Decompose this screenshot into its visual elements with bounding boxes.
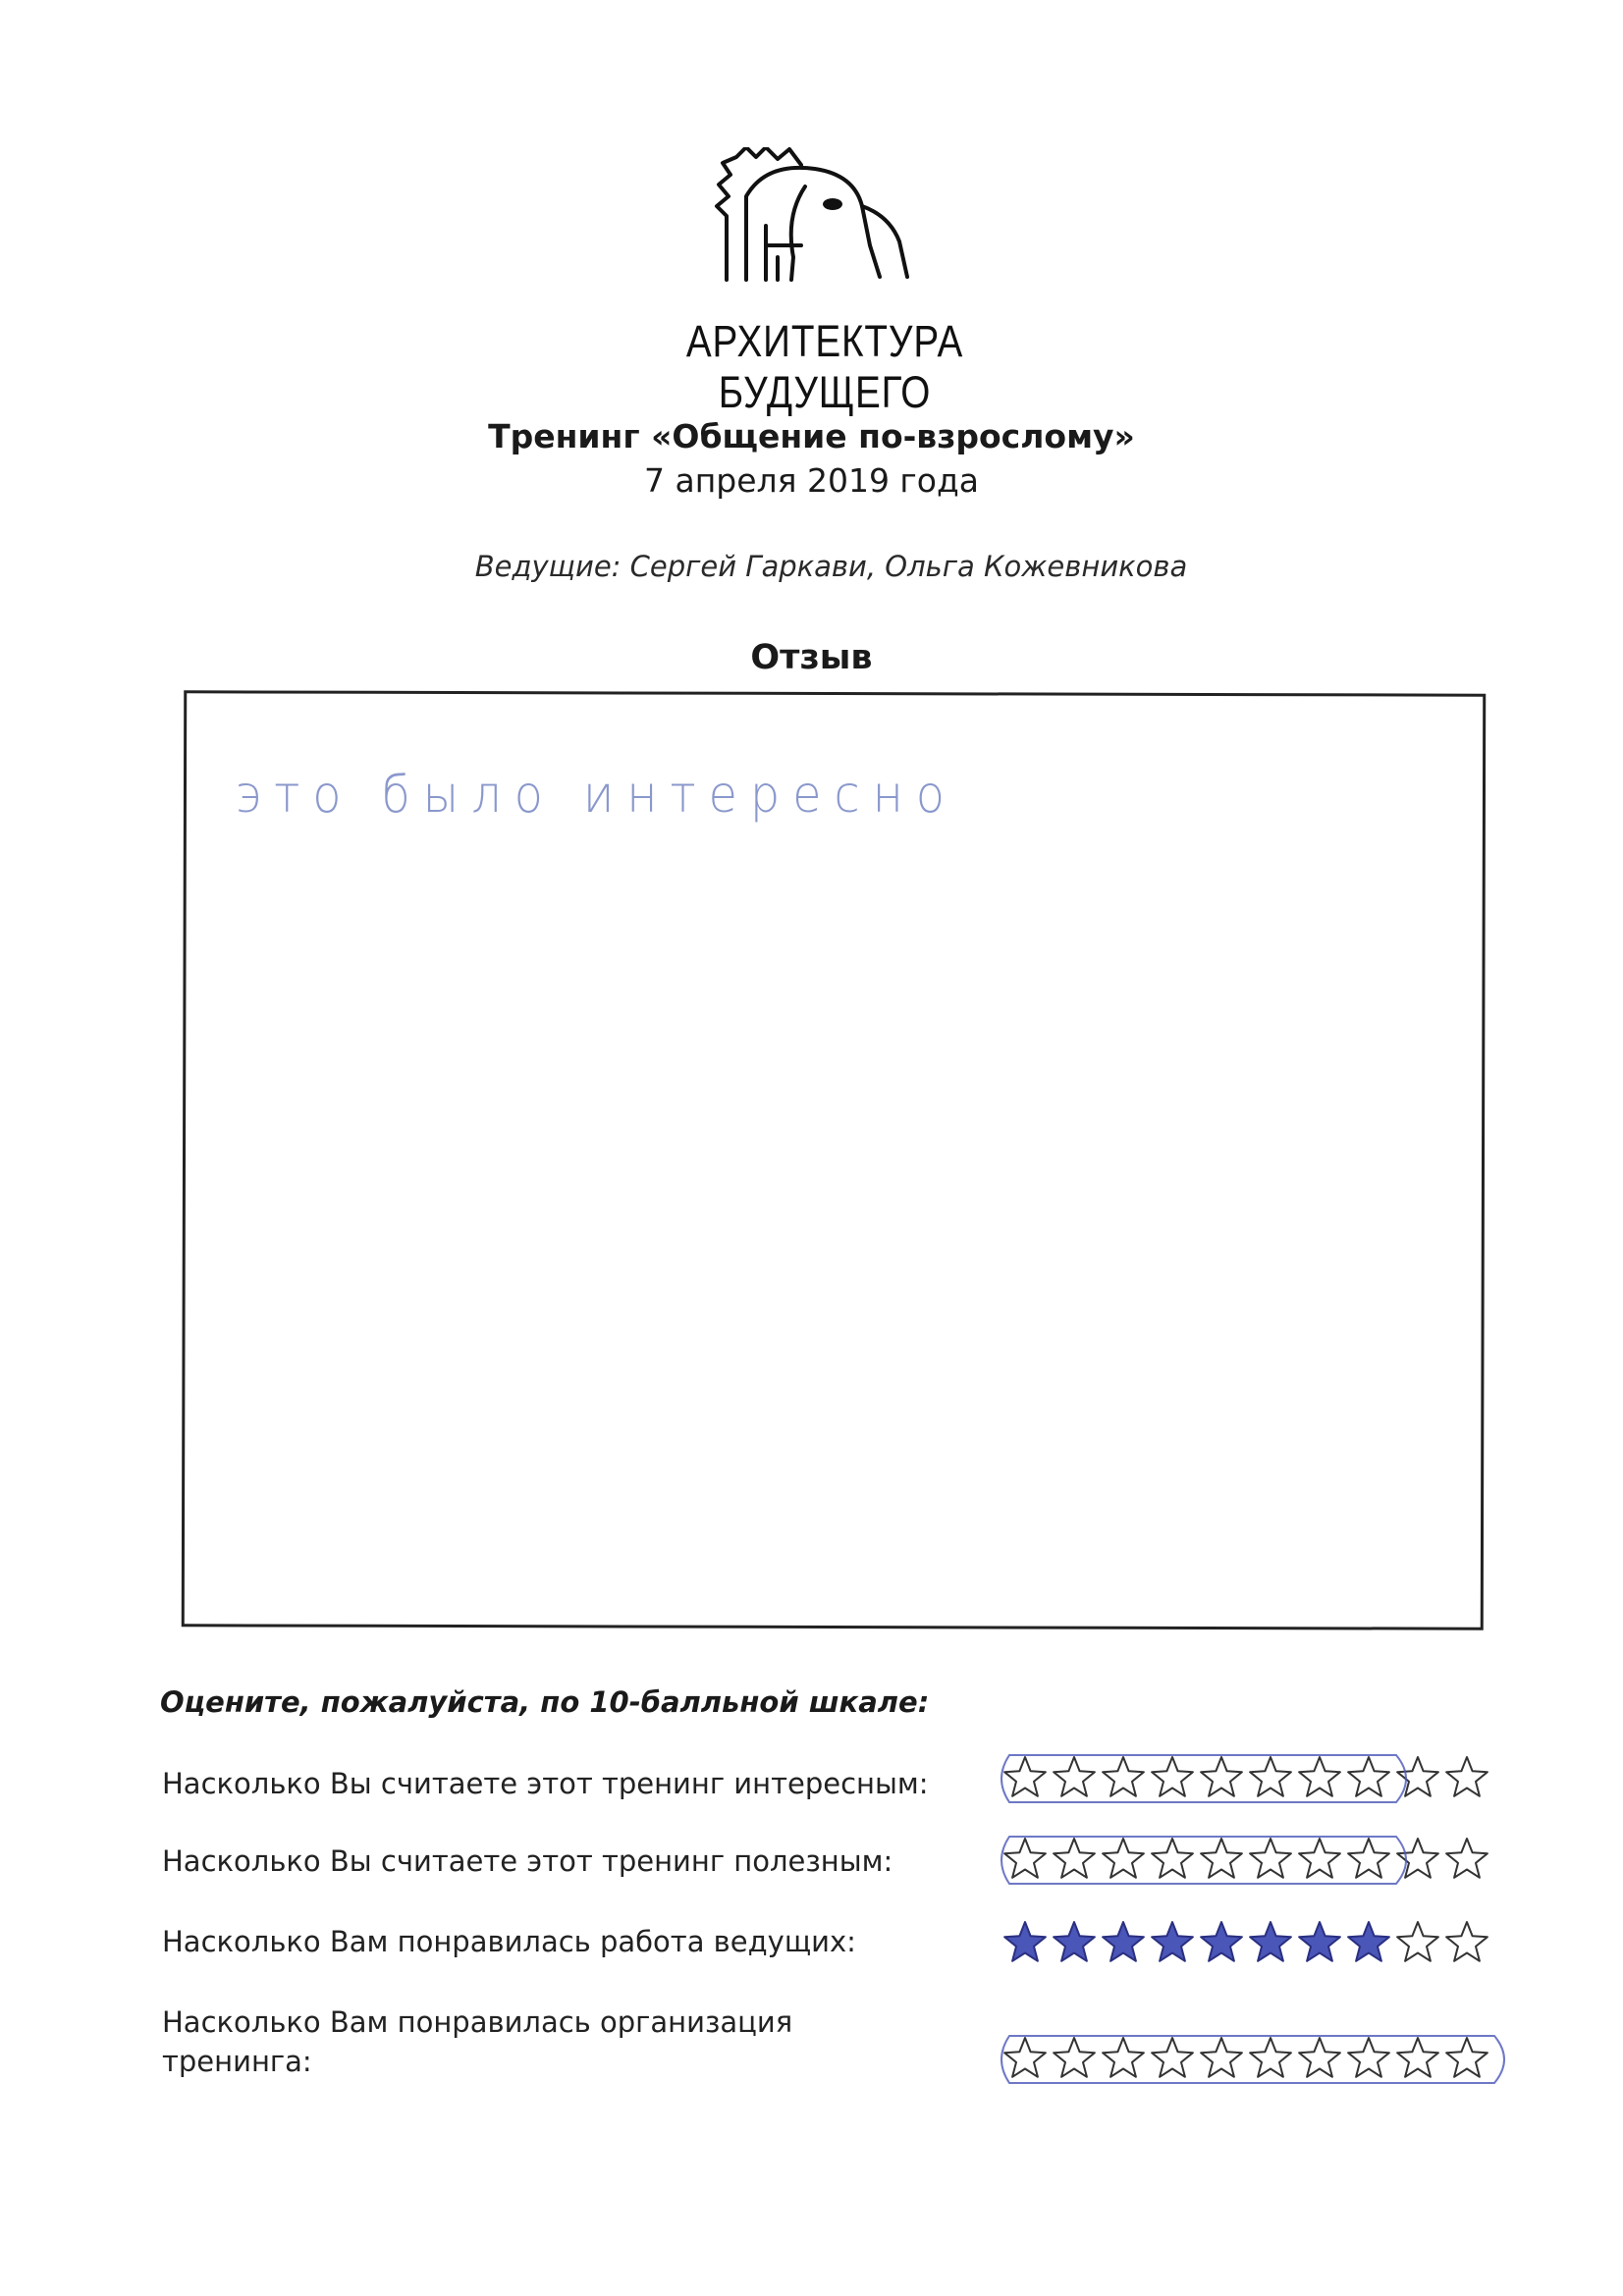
hosts-line: Ведущие: Сергей Гаркави, Ольга Кожевникова <box>474 550 1188 583</box>
star-10[interactable] <box>1446 1839 1488 1878</box>
event-date: 7 апреля 2019 года <box>643 461 979 500</box>
star-4[interactable] <box>1152 2038 1193 2077</box>
star-10[interactable] <box>1446 1922 1488 1961</box>
star-5[interactable] <box>1201 1839 1242 1878</box>
star-9[interactable] <box>1397 1922 1438 1961</box>
star-2[interactable] <box>1054 1839 1095 1878</box>
star-1[interactable] <box>1004 1757 1046 1796</box>
star-3-filled[interactable] <box>1103 1922 1144 1961</box>
star-7[interactable] <box>1299 2038 1340 2077</box>
star-6-filled[interactable] <box>1250 1922 1291 1961</box>
org-name: АРХИТЕКТУРА БУДУЩЕГО <box>685 316 964 417</box>
star-10[interactable] <box>1446 1757 1488 1796</box>
star-7-filled[interactable] <box>1299 1922 1340 1961</box>
question-interesting-label: Насколько Вы считаете этот тренинг интересным: <box>162 1767 929 1800</box>
star-4-filled[interactable] <box>1152 1922 1193 1961</box>
review-box[interactable] <box>182 690 1486 1629</box>
star-2[interactable] <box>1054 1757 1095 1796</box>
star-8[interactable] <box>1348 1839 1389 1878</box>
star-1[interactable] <box>1004 2038 1046 2077</box>
star-rating-hosts[interactable] <box>1000 1910 1510 1973</box>
star-1-filled[interactable] <box>1004 1922 1046 1961</box>
star-5-filled[interactable] <box>1201 1922 1242 1961</box>
star-3[interactable] <box>1103 2038 1144 2077</box>
star-6[interactable] <box>1250 2038 1291 2077</box>
star-7[interactable] <box>1299 1839 1340 1878</box>
star-2-filled[interactable] <box>1054 1922 1095 1961</box>
question-useful-label: Насколько Вы считаете этот тренинг полезным: <box>162 1844 893 1878</box>
star-4[interactable] <box>1152 1757 1193 1796</box>
star-2[interactable] <box>1054 2038 1095 2077</box>
star-5[interactable] <box>1201 2038 1242 2077</box>
star-4[interactable] <box>1152 1839 1193 1878</box>
elephant-logo-icon <box>707 147 943 294</box>
review-heading: Отзыв <box>750 638 873 677</box>
page-title: Тренинг «Общение по-взрослому» <box>488 417 1135 455</box>
star-8-filled[interactable] <box>1348 1922 1389 1961</box>
star-3[interactable] <box>1103 1757 1144 1796</box>
star-rating-interesting[interactable] <box>1000 1745 1510 1808</box>
star-9[interactable] <box>1397 2038 1438 2077</box>
star-1[interactable] <box>1004 1839 1046 1878</box>
star-8[interactable] <box>1348 2038 1389 2077</box>
star-rating-useful[interactable] <box>1000 1827 1510 1890</box>
question-organization-label: Насколько Вам понравилась организация тренинга: <box>162 2005 793 2078</box>
star-6[interactable] <box>1250 1839 1291 1878</box>
rating-heading: Оцените, пожалуйста, по 10-балльной шкале: <box>160 1685 930 1719</box>
star-7[interactable] <box>1299 1757 1340 1796</box>
question-hosts-label: Насколько Вам понравилась работа ведущих: <box>162 1925 856 1958</box>
review-handwritten-text: это было интересно <box>236 766 957 825</box>
star-8[interactable] <box>1348 1757 1389 1796</box>
star-5[interactable] <box>1201 1757 1242 1796</box>
star-10[interactable] <box>1446 2038 1488 2077</box>
star-6[interactable] <box>1250 1757 1291 1796</box>
star-3[interactable] <box>1103 1839 1144 1878</box>
star-rating-organization[interactable] <box>1000 2026 1510 2089</box>
